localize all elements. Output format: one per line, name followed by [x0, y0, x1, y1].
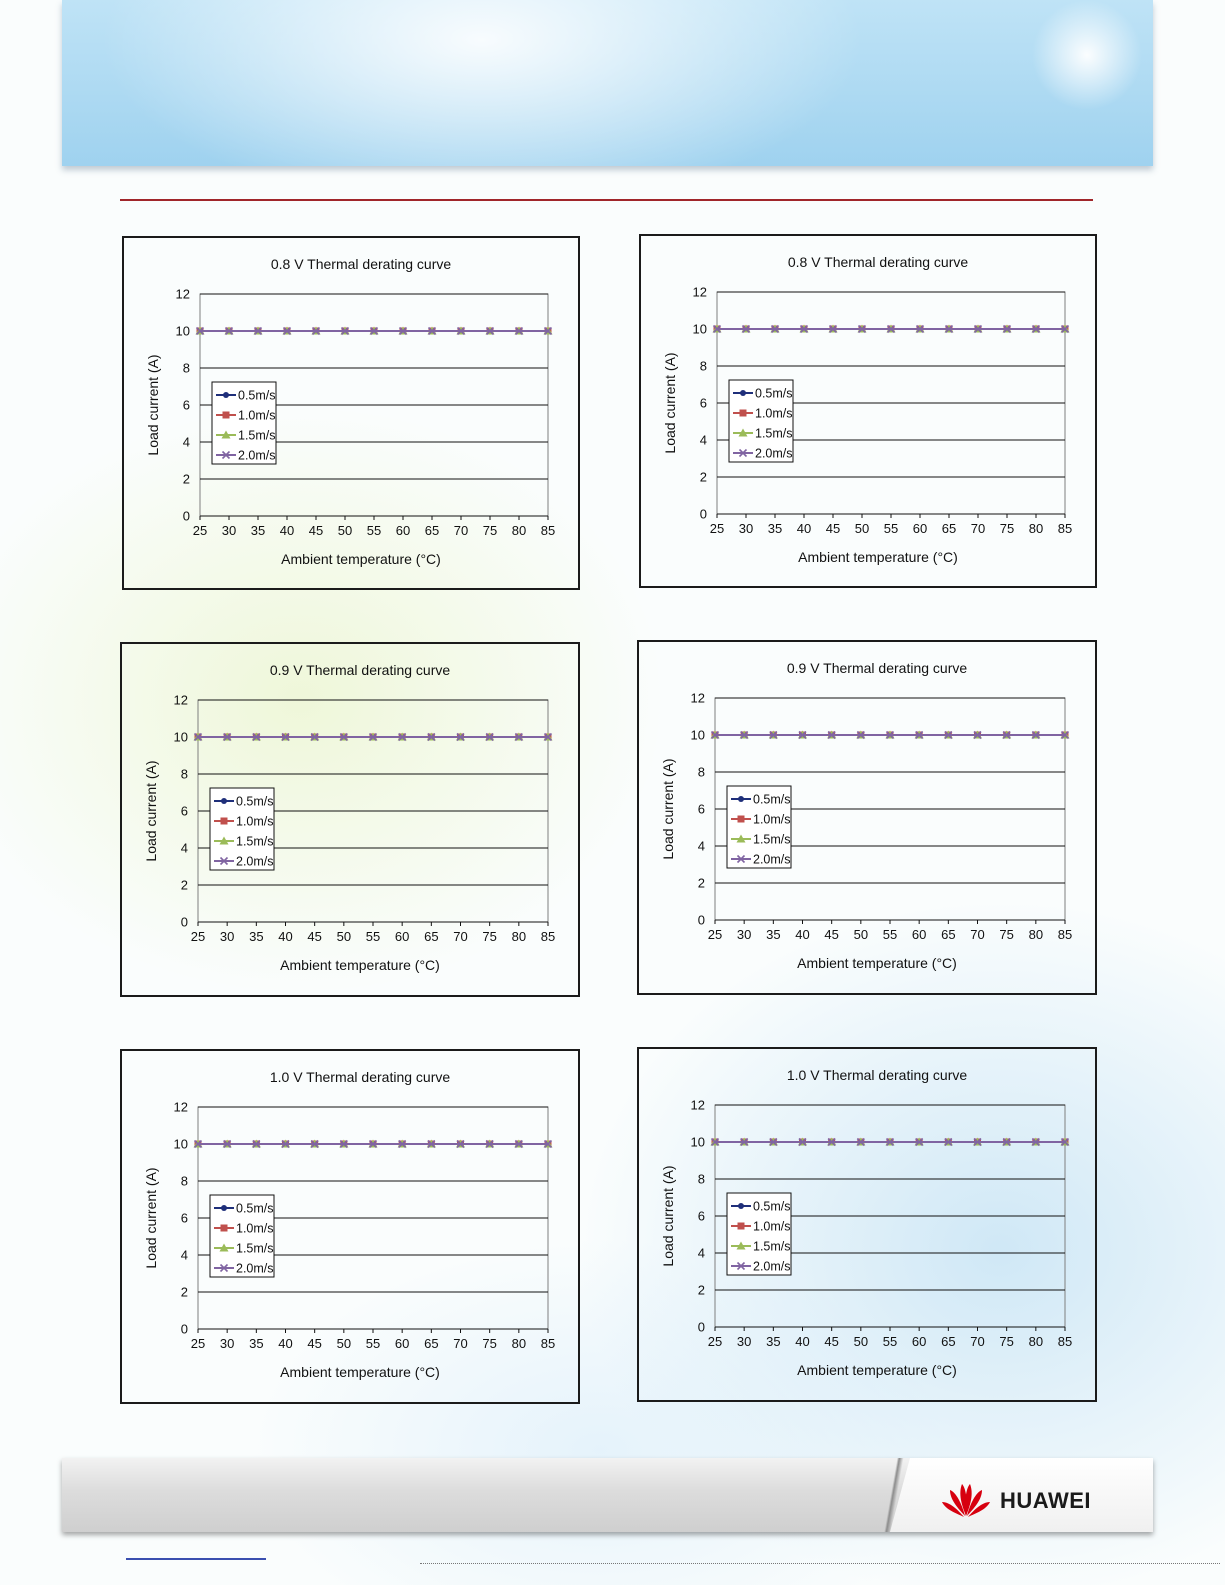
y-tick-label: 12 — [690, 1097, 705, 1113]
y-tick-label: 0 — [697, 912, 705, 928]
legend-label: 1.5m/s — [753, 832, 791, 847]
legend-marker — [221, 1225, 228, 1232]
x-tick-label: 80 — [511, 523, 527, 538]
x-tick-label: 65 — [424, 929, 439, 944]
x-tick-label: 70 — [453, 1336, 468, 1351]
x-tick-label: 35 — [249, 929, 264, 944]
x-tick-label: 45 — [824, 1334, 839, 1349]
legend-label: 1.0m/s — [753, 1219, 791, 1234]
legend-label: 2.0m/s — [755, 446, 793, 461]
y-tick-label: 8 — [182, 360, 190, 376]
x-tick-label: 75 — [999, 521, 1015, 536]
x-tick-label: 25 — [190, 1336, 206, 1351]
x-tick-label: 30 — [219, 929, 235, 944]
legend-label: 0.5m/s — [236, 794, 274, 809]
y-tick-label: 6 — [699, 395, 707, 411]
legend-label: 0.5m/s — [236, 1201, 274, 1216]
legend-label: 1.0m/s — [753, 812, 791, 827]
bottom-link-underline — [126, 1558, 266, 1560]
x-tick-label: 35 — [766, 1334, 781, 1349]
x-tick-label: 85 — [1057, 1334, 1073, 1349]
x-tick-label: 30 — [736, 927, 752, 942]
y-tick-label: 6 — [180, 803, 188, 819]
x-tick-label: 50 — [336, 1336, 352, 1351]
x-tick-label: 70 — [453, 523, 469, 538]
legend-marker — [738, 1223, 745, 1230]
x-tick-label: 65 — [941, 927, 956, 942]
chart-title: 1.0 V Thermal derating curve — [269, 1069, 451, 1085]
y-tick-label: 8 — [697, 1171, 705, 1187]
legend-label: 1.0m/s — [236, 814, 274, 829]
y-tick-label: 6 — [697, 1208, 705, 1224]
x-tick-label: 40 — [795, 927, 810, 942]
y-tick-label: 8 — [180, 1173, 188, 1189]
x-tick-label: 25 — [707, 1334, 723, 1349]
x-tick-label: 65 — [424, 523, 440, 538]
x-tick-label: 75 — [999, 1334, 1014, 1349]
legend-marker — [738, 796, 744, 802]
y-tick-label: 2 — [697, 875, 705, 891]
huawei-logo-text: HUAWEI — [1000, 1488, 1091, 1513]
y-tick-label: 0 — [180, 914, 188, 930]
chart-0-9v-right — [637, 640, 1097, 995]
x-tick-label: 65 — [941, 1334, 956, 1349]
x-tick-label: 25 — [707, 927, 723, 942]
x-tick-label: 35 — [767, 521, 783, 536]
chart-svg — [639, 1049, 1095, 1400]
chart-0-9v-left — [120, 642, 580, 997]
x-tick-label: 80 — [1028, 927, 1044, 942]
legend-marker — [740, 390, 746, 396]
x-tick-label: 50 — [337, 523, 353, 538]
legend-marker — [740, 410, 747, 417]
x-axis-label: Ambient temperature (°C) — [797, 1362, 957, 1378]
y-tick-label: 6 — [697, 801, 705, 817]
x-tick-label: 70 — [970, 927, 985, 942]
x-tick-label: 85 — [1057, 927, 1073, 942]
x-tick-label: 30 — [736, 1334, 752, 1349]
x-tick-label: 80 — [1028, 521, 1044, 536]
x-tick-label: 80 — [511, 929, 527, 944]
legend-marker — [738, 1203, 744, 1209]
x-tick-label: 40 — [278, 929, 293, 944]
x-tick-label: 60 — [395, 523, 411, 538]
x-tick-label: 70 — [970, 1334, 985, 1349]
x-tick-label: 45 — [825, 521, 841, 536]
y-tick-label: 12 — [690, 690, 705, 706]
y-tick-label: 8 — [697, 764, 705, 780]
x-tick-label: 70 — [970, 521, 986, 536]
x-tick-label: 55 — [883, 521, 899, 536]
y-tick-label: 4 — [697, 1245, 705, 1261]
legend-label: 2.0m/s — [753, 852, 791, 867]
legend-label: 1.0m/s — [236, 1221, 274, 1236]
chart-title: 0.9 V Thermal derating curve — [786, 660, 968, 676]
legend-marker — [221, 1205, 227, 1211]
x-tick-label: 80 — [511, 1336, 527, 1351]
x-tick-label: 50 — [854, 521, 870, 536]
legend-label: 0.5m/s — [753, 792, 791, 807]
y-tick-label: 4 — [182, 434, 190, 450]
chart-svg — [639, 642, 1095, 993]
y-tick-label: 0 — [182, 508, 190, 524]
chart-title: 0.8 V Thermal derating curve — [787, 254, 969, 270]
chart-0-8v-left — [122, 236, 580, 590]
y-axis-label: Load current (A) — [145, 354, 161, 456]
y-axis-label: Load current (A) — [660, 758, 676, 860]
x-axis-label: Ambient temperature (°C) — [281, 551, 441, 567]
x-tick-label: 50 — [853, 1334, 869, 1349]
y-tick-label: 10 — [173, 1136, 188, 1152]
header-banner — [62, 0, 1153, 166]
y-tick-label: 10 — [175, 323, 190, 339]
y-tick-label: 2 — [697, 1282, 705, 1298]
x-tick-label: 25 — [190, 929, 206, 944]
y-tick-label: 6 — [182, 397, 190, 413]
y-tick-label: 12 — [692, 284, 707, 300]
x-axis-label: Ambient temperature (°C) — [280, 1364, 440, 1380]
bottom-dotted-rule — [420, 1563, 1220, 1565]
y-axis-label: Load current (A) — [660, 1165, 676, 1267]
y-tick-label: 4 — [180, 1247, 188, 1263]
x-tick-label: 55 — [365, 929, 381, 944]
x-tick-label: 40 — [279, 523, 295, 538]
x-tick-label: 75 — [482, 523, 498, 538]
y-axis-label: Load current (A) — [143, 760, 159, 862]
x-tick-label: 55 — [366, 523, 382, 538]
x-tick-label: 45 — [824, 927, 839, 942]
legend-marker — [221, 798, 227, 804]
x-tick-label: 80 — [1028, 1334, 1044, 1349]
x-tick-label: 35 — [250, 523, 266, 538]
x-tick-label: 55 — [882, 927, 898, 942]
y-tick-label: 4 — [180, 840, 188, 856]
header-rule — [120, 199, 1093, 201]
x-tick-label: 40 — [278, 1336, 293, 1351]
x-tick-label: 60 — [911, 927, 927, 942]
legend-label: 2.0m/s — [236, 854, 274, 869]
x-tick-label: 70 — [453, 929, 468, 944]
x-axis-label: Ambient temperature (°C) — [798, 549, 958, 565]
y-tick-label: 0 — [180, 1321, 188, 1337]
y-tick-label: 8 — [699, 358, 707, 374]
x-tick-label: 30 — [738, 521, 754, 536]
x-tick-label: 75 — [482, 1336, 497, 1351]
x-tick-label: 55 — [882, 1334, 898, 1349]
x-tick-label: 40 — [795, 1334, 810, 1349]
chart-title: 1.0 V Thermal derating curve — [786, 1067, 968, 1083]
legend-label: 1.0m/s — [238, 408, 276, 423]
x-tick-label: 85 — [540, 1336, 556, 1351]
legend-marker — [223, 412, 230, 419]
y-axis-label: Load current (A) — [143, 1167, 159, 1269]
y-tick-label: 12 — [173, 1099, 188, 1115]
legend-label: 0.5m/s — [753, 1199, 791, 1214]
x-tick-label: 60 — [911, 1334, 927, 1349]
legend-label: 1.5m/s — [753, 1239, 791, 1254]
y-tick-label: 4 — [697, 838, 705, 854]
x-tick-label: 25 — [709, 521, 725, 536]
y-tick-label: 10 — [690, 727, 705, 743]
x-tick-label: 60 — [912, 521, 928, 536]
chart-1-0v-right — [637, 1047, 1097, 1402]
legend-label: 2.0m/s — [238, 448, 276, 463]
x-tick-label: 45 — [308, 523, 324, 538]
legend-label: 1.0m/s — [755, 406, 793, 421]
legend-marker — [221, 818, 228, 825]
legend-marker — [223, 392, 229, 398]
y-tick-label: 2 — [182, 471, 190, 487]
y-tick-label: 8 — [180, 766, 188, 782]
x-tick-label: 85 — [540, 929, 556, 944]
chart-svg — [124, 238, 578, 588]
y-tick-label: 10 — [173, 729, 188, 745]
y-tick-label: 0 — [699, 506, 707, 522]
x-tick-label: 45 — [307, 1336, 322, 1351]
x-tick-label: 60 — [394, 929, 410, 944]
y-axis-label: Load current (A) — [662, 352, 678, 454]
x-tick-label: 35 — [766, 927, 781, 942]
legend-label: 1.5m/s — [236, 834, 274, 849]
legend-label: 2.0m/s — [753, 1259, 791, 1274]
huawei-logo-icon — [940, 1478, 992, 1518]
y-tick-label: 2 — [699, 469, 707, 485]
legend-label: 2.0m/s — [236, 1261, 274, 1276]
x-tick-label: 45 — [307, 929, 322, 944]
x-tick-label: 35 — [249, 1336, 264, 1351]
x-tick-label: 55 — [365, 1336, 381, 1351]
y-tick-label: 10 — [690, 1134, 705, 1150]
legend-label: 1.5m/s — [755, 426, 793, 441]
legend-marker — [738, 816, 745, 823]
y-tick-label: 2 — [180, 877, 188, 893]
x-axis-label: Ambient temperature (°C) — [280, 957, 440, 973]
x-tick-label: 50 — [336, 929, 352, 944]
x-tick-label: 75 — [999, 927, 1014, 942]
chart-svg — [122, 644, 578, 995]
legend-label: 0.5m/s — [755, 386, 793, 401]
y-tick-label: 2 — [180, 1284, 188, 1300]
x-tick-label: 85 — [1057, 521, 1073, 536]
x-tick-label: 50 — [853, 927, 869, 942]
chart-1-0v-left — [120, 1049, 580, 1404]
legend-label: 1.5m/s — [238, 428, 276, 443]
y-tick-label: 12 — [173, 692, 188, 708]
x-axis-label: Ambient temperature (°C) — [797, 955, 957, 971]
y-tick-label: 4 — [699, 432, 707, 448]
x-tick-label: 30 — [221, 523, 237, 538]
chart-0-8v-right — [639, 234, 1097, 588]
y-tick-label: 0 — [697, 1319, 705, 1335]
x-tick-label: 30 — [219, 1336, 235, 1351]
y-tick-label: 6 — [180, 1210, 188, 1226]
x-tick-label: 85 — [540, 523, 556, 538]
x-tick-label: 75 — [482, 929, 497, 944]
x-tick-label: 65 — [941, 521, 957, 536]
y-tick-label: 10 — [692, 321, 707, 337]
chart-svg — [641, 236, 1095, 586]
x-tick-label: 40 — [796, 521, 812, 536]
x-tick-label: 25 — [192, 523, 208, 538]
chart-title: 0.9 V Thermal derating curve — [269, 662, 451, 678]
legend-label: 1.5m/s — [236, 1241, 274, 1256]
chart-svg — [122, 1051, 578, 1402]
legend-label: 0.5m/s — [238, 388, 276, 403]
x-tick-label: 60 — [394, 1336, 410, 1351]
y-tick-label: 12 — [175, 286, 190, 302]
chart-title: 0.8 V Thermal derating curve — [270, 256, 452, 272]
x-tick-label: 65 — [424, 1336, 439, 1351]
